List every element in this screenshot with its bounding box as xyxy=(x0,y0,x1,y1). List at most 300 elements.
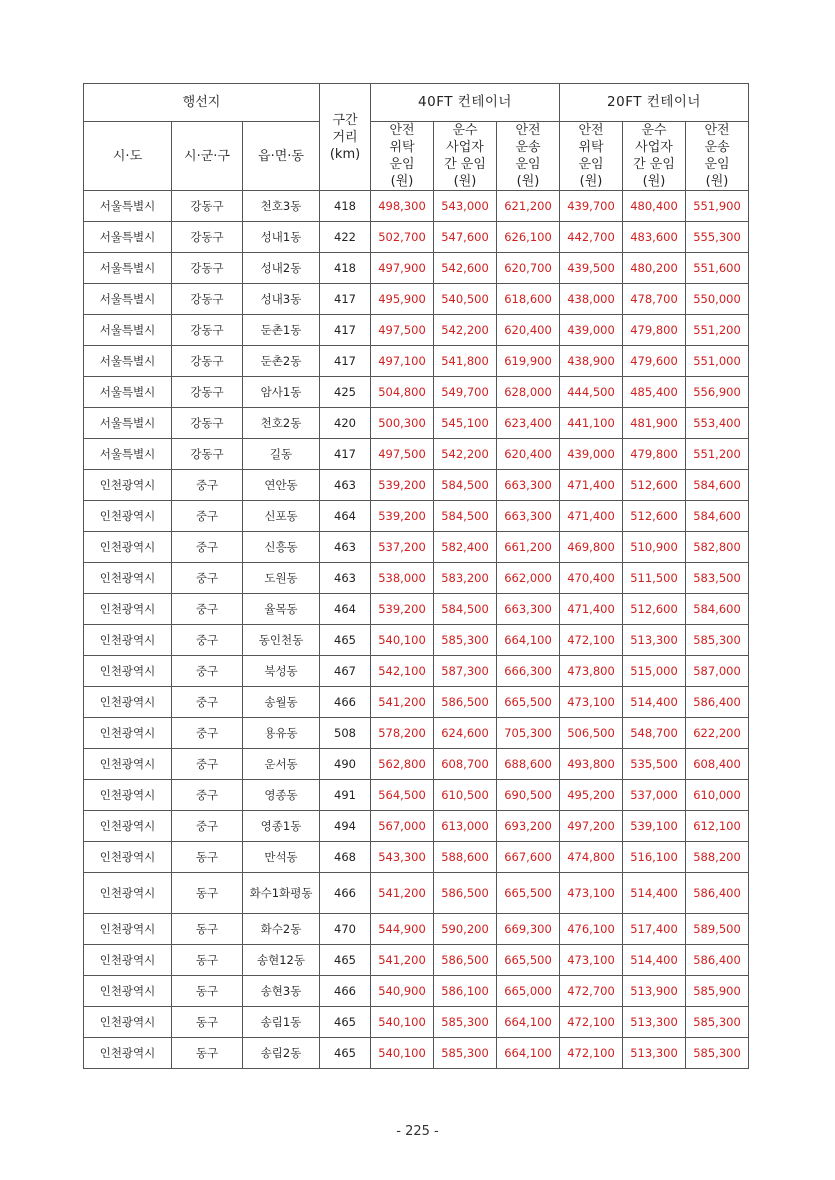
cell-sido: 인천광역시 xyxy=(84,625,172,656)
cell-sigungu: 강동구 xyxy=(172,377,243,408)
cell-40ft-carrier: 547,600 xyxy=(434,222,497,253)
cell-distance: 420 xyxy=(320,408,371,439)
cell-eup-myeon-dong: 도원동 xyxy=(243,563,320,594)
cell-distance: 464 xyxy=(320,501,371,532)
cell-sigungu: 강동구 xyxy=(172,284,243,315)
cell-eup-myeon-dong: 연안동 xyxy=(243,470,320,501)
table-row xyxy=(84,408,749,439)
cell-eup-myeon-dong: 송림2동 xyxy=(243,1038,320,1069)
cell-40ft-safe-transport: 621,200 xyxy=(497,191,560,222)
cell-40ft-carrier: 545,100 xyxy=(434,408,497,439)
cell-20ft-carrier: 548,700 xyxy=(623,718,686,749)
cell-40ft-safe-transport: 620,400 xyxy=(497,439,560,470)
cell-sido: 서울특별시 xyxy=(84,377,172,408)
cell-40ft-safe-consign: 504,800 xyxy=(371,377,434,408)
header-20ft-safe-transport-rate: 안전 운송 운임 (원) xyxy=(686,122,749,191)
cell-sigungu: 동구 xyxy=(172,1038,243,1069)
cell-40ft-safe-consign: 498,300 xyxy=(371,191,434,222)
cell-40ft-carrier: 586,500 xyxy=(434,873,497,914)
cell-40ft-carrier: 583,200 xyxy=(434,563,497,594)
cell-40ft-carrier: 584,500 xyxy=(434,594,497,625)
table-row xyxy=(84,780,749,811)
cell-eup-myeon-dong: 암사1동 xyxy=(243,377,320,408)
cell-20ft-safe-transport: 585,300 xyxy=(686,625,749,656)
cell-40ft-safe-transport: 620,400 xyxy=(497,315,560,346)
cell-20ft-safe-consign: 444,500 xyxy=(560,377,623,408)
cell-40ft-safe-transport: 693,200 xyxy=(497,811,560,842)
cell-20ft-safe-transport: 556,900 xyxy=(686,377,749,408)
freight-rate-table xyxy=(83,83,749,1069)
cell-20ft-safe-consign: 471,400 xyxy=(560,594,623,625)
cell-40ft-carrier: 543,000 xyxy=(434,191,497,222)
cell-sigungu: 동구 xyxy=(172,1007,243,1038)
cell-eup-myeon-dong: 송현3동 xyxy=(243,976,320,1007)
table-row xyxy=(84,191,749,222)
cell-40ft-safe-consign: 495,900 xyxy=(371,284,434,315)
cell-eup-myeon-dong: 북성동 xyxy=(243,656,320,687)
header-sido: 시·도 xyxy=(84,122,172,191)
cell-20ft-carrier: 539,100 xyxy=(623,811,686,842)
cell-40ft-carrier: 585,300 xyxy=(434,1007,497,1038)
cell-20ft-safe-consign: 474,800 xyxy=(560,842,623,873)
cell-40ft-safe-consign: 543,300 xyxy=(371,842,434,873)
cell-20ft-safe-consign: 438,900 xyxy=(560,346,623,377)
page-number: - 225 - xyxy=(396,1124,439,1139)
cell-20ft-safe-transport: 550,000 xyxy=(686,284,749,315)
cell-sido: 서울특별시 xyxy=(84,222,172,253)
cell-eup-myeon-dong: 화수1화평동 xyxy=(243,873,320,914)
cell-20ft-safe-transport: 608,400 xyxy=(686,749,749,780)
cell-20ft-safe-consign: 476,100 xyxy=(560,914,623,945)
cell-sido: 서울특별시 xyxy=(84,346,172,377)
cell-sido: 인천광역시 xyxy=(84,563,172,594)
cell-distance: 468 xyxy=(320,842,371,873)
cell-20ft-safe-consign: 438,000 xyxy=(560,284,623,315)
cell-sigungu: 강동구 xyxy=(172,315,243,346)
cell-40ft-safe-consign: 540,100 xyxy=(371,1038,434,1069)
cell-eup-myeon-dong: 신포동 xyxy=(243,501,320,532)
table-row xyxy=(84,873,749,914)
cell-sigungu: 동구 xyxy=(172,842,243,873)
cell-20ft-carrier: 512,600 xyxy=(623,594,686,625)
cell-40ft-safe-consign: 541,200 xyxy=(371,945,434,976)
cell-20ft-safe-transport: 585,300 xyxy=(686,1038,749,1069)
table-row xyxy=(84,1007,749,1038)
cell-20ft-carrier: 537,000 xyxy=(623,780,686,811)
cell-eup-myeon-dong: 송림1동 xyxy=(243,1007,320,1038)
cell-sido: 인천광역시 xyxy=(84,656,172,687)
cell-40ft-safe-transport: 664,100 xyxy=(497,625,560,656)
cell-sigungu: 중구 xyxy=(172,470,243,501)
cell-eup-myeon-dong: 길동 xyxy=(243,439,320,470)
cell-distance: 508 xyxy=(320,718,371,749)
cell-40ft-safe-transport: 662,000 xyxy=(497,563,560,594)
cell-distance: 418 xyxy=(320,191,371,222)
cell-40ft-safe-consign: 541,200 xyxy=(371,687,434,718)
table-row xyxy=(84,687,749,718)
cell-sido: 인천광역시 xyxy=(84,470,172,501)
cell-20ft-carrier: 517,400 xyxy=(623,914,686,945)
cell-40ft-safe-consign: 497,500 xyxy=(371,439,434,470)
cell-distance: 463 xyxy=(320,470,371,501)
cell-20ft-safe-transport: 622,200 xyxy=(686,718,749,749)
cell-20ft-safe-consign: 469,800 xyxy=(560,532,623,563)
cell-sigungu: 중구 xyxy=(172,656,243,687)
table-row xyxy=(84,315,749,346)
cell-sigungu: 중구 xyxy=(172,594,243,625)
cell-20ft-safe-consign: 439,000 xyxy=(560,439,623,470)
cell-sigungu: 동구 xyxy=(172,914,243,945)
cell-20ft-safe-consign: 472,100 xyxy=(560,1038,623,1069)
cell-eup-myeon-dong: 성내3동 xyxy=(243,284,320,315)
cell-eup-myeon-dong: 영종1동 xyxy=(243,811,320,842)
cell-eup-myeon-dong: 성내2동 xyxy=(243,253,320,284)
cell-distance: 417 xyxy=(320,284,371,315)
table-row xyxy=(84,284,749,315)
cell-20ft-safe-transport: 587,000 xyxy=(686,656,749,687)
table-row xyxy=(84,439,749,470)
cell-eup-myeon-dong: 둔촌2동 xyxy=(243,346,320,377)
table-row xyxy=(84,346,749,377)
cell-eup-myeon-dong: 송월동 xyxy=(243,687,320,718)
cell-20ft-safe-transport: 586,400 xyxy=(686,945,749,976)
cell-20ft-safe-consign: 472,100 xyxy=(560,1007,623,1038)
cell-distance: 465 xyxy=(320,945,371,976)
cell-sigungu: 강동구 xyxy=(172,222,243,253)
cell-sigungu: 중구 xyxy=(172,780,243,811)
cell-sigungu: 중구 xyxy=(172,501,243,532)
cell-40ft-carrier: 584,500 xyxy=(434,501,497,532)
cell-distance: 464 xyxy=(320,594,371,625)
cell-20ft-safe-consign: 472,700 xyxy=(560,976,623,1007)
cell-distance: 463 xyxy=(320,532,371,563)
cell-40ft-safe-consign: 537,200 xyxy=(371,532,434,563)
table-row xyxy=(84,594,749,625)
cell-distance: 463 xyxy=(320,563,371,594)
cell-20ft-safe-transport: 551,200 xyxy=(686,439,749,470)
cell-sido: 서울특별시 xyxy=(84,315,172,346)
cell-sigungu: 강동구 xyxy=(172,346,243,377)
cell-20ft-carrier: 480,200 xyxy=(623,253,686,284)
header-20ft-carrier-rate: 운수 사업자 간 운임 (원) xyxy=(623,122,686,191)
cell-sido: 인천광역시 xyxy=(84,811,172,842)
cell-40ft-safe-consign: 567,000 xyxy=(371,811,434,842)
cell-20ft-safe-consign: 473,100 xyxy=(560,873,623,914)
cell-sigungu: 강동구 xyxy=(172,408,243,439)
cell-distance: 417 xyxy=(320,346,371,377)
cell-eup-myeon-dong: 둔촌1동 xyxy=(243,315,320,346)
cell-40ft-carrier: 542,600 xyxy=(434,253,497,284)
cell-40ft-safe-transport: 628,000 xyxy=(497,377,560,408)
cell-20ft-safe-consign: 473,800 xyxy=(560,656,623,687)
header-20ft-safe-consign-rate: 안전 위탁 운임 (원) xyxy=(560,122,623,191)
cell-40ft-safe-transport: 690,500 xyxy=(497,780,560,811)
cell-sido: 인천광역시 xyxy=(84,780,172,811)
cell-sigungu: 중구 xyxy=(172,563,243,594)
cell-sido: 인천광역시 xyxy=(84,749,172,780)
cell-40ft-safe-transport: 664,100 xyxy=(497,1007,560,1038)
cell-sido: 인천광역시 xyxy=(84,914,172,945)
cell-20ft-safe-transport: 584,600 xyxy=(686,501,749,532)
cell-40ft-carrier: 586,500 xyxy=(434,945,497,976)
cell-20ft-safe-transport: 551,200 xyxy=(686,315,749,346)
cell-distance: 422 xyxy=(320,222,371,253)
cell-sido: 인천광역시 xyxy=(84,501,172,532)
cell-20ft-carrier: 513,300 xyxy=(623,1007,686,1038)
table-row xyxy=(84,625,749,656)
header-eup-myeon-dong: 읍·면·동 xyxy=(243,122,320,191)
cell-40ft-safe-consign: 578,200 xyxy=(371,718,434,749)
cell-distance: 465 xyxy=(320,1038,371,1069)
cell-40ft-safe-transport: 669,300 xyxy=(497,914,560,945)
cell-distance: 466 xyxy=(320,976,371,1007)
cell-eup-myeon-dong: 신흥동 xyxy=(243,532,320,563)
header-20ft-container: 20FT 컨테이너 xyxy=(560,84,749,122)
cell-eup-myeon-dong: 만석동 xyxy=(243,842,320,873)
cell-20ft-safe-consign: 506,500 xyxy=(560,718,623,749)
cell-40ft-safe-consign: 539,200 xyxy=(371,470,434,501)
cell-20ft-carrier: 514,400 xyxy=(623,873,686,914)
cell-40ft-safe-consign: 539,200 xyxy=(371,501,434,532)
cell-distance: 417 xyxy=(320,315,371,346)
cell-sido: 서울특별시 xyxy=(84,284,172,315)
cell-20ft-safe-consign: 439,700 xyxy=(560,191,623,222)
table-row xyxy=(84,749,749,780)
cell-distance: 491 xyxy=(320,780,371,811)
cell-20ft-carrier: 479,600 xyxy=(623,346,686,377)
cell-40ft-safe-consign: 540,900 xyxy=(371,976,434,1007)
cell-eup-myeon-dong: 용유동 xyxy=(243,718,320,749)
cell-eup-myeon-dong: 동인천동 xyxy=(243,625,320,656)
cell-eup-myeon-dong: 성내1동 xyxy=(243,222,320,253)
cell-eup-myeon-dong: 운서동 xyxy=(243,749,320,780)
header-40ft-safe-consign-rate: 안전 위탁 운임 (원) xyxy=(371,122,434,191)
cell-20ft-carrier: 513,900 xyxy=(623,976,686,1007)
cell-20ft-safe-transport: 551,600 xyxy=(686,253,749,284)
cell-20ft-safe-consign: 472,100 xyxy=(560,625,623,656)
cell-sido: 인천광역시 xyxy=(84,945,172,976)
table-row xyxy=(84,718,749,749)
cell-40ft-carrier: 584,500 xyxy=(434,470,497,501)
cell-sido: 인천광역시 xyxy=(84,1038,172,1069)
cell-40ft-carrier: 540,500 xyxy=(434,284,497,315)
cell-20ft-carrier: 512,600 xyxy=(623,470,686,501)
cell-40ft-safe-consign: 502,700 xyxy=(371,222,434,253)
cell-sigungu: 중구 xyxy=(172,532,243,563)
cell-40ft-carrier: 587,300 xyxy=(434,656,497,687)
cell-40ft-safe-consign: 497,900 xyxy=(371,253,434,284)
cell-20ft-safe-transport: 588,200 xyxy=(686,842,749,873)
cell-eup-myeon-dong: 율목동 xyxy=(243,594,320,625)
cell-40ft-safe-transport: 665,500 xyxy=(497,687,560,718)
cell-distance: 425 xyxy=(320,377,371,408)
cell-40ft-safe-transport: 666,300 xyxy=(497,656,560,687)
cell-20ft-carrier: 511,500 xyxy=(623,563,686,594)
header-40ft-container: 40FT 컨테이너 xyxy=(371,84,560,122)
cell-distance: 470 xyxy=(320,914,371,945)
cell-distance: 466 xyxy=(320,687,371,718)
cell-40ft-safe-transport: 665,500 xyxy=(497,873,560,914)
cell-20ft-carrier: 512,600 xyxy=(623,501,686,532)
table-row xyxy=(84,222,749,253)
cell-20ft-safe-consign: 495,200 xyxy=(560,780,623,811)
cell-20ft-safe-transport: 589,500 xyxy=(686,914,749,945)
cell-40ft-safe-transport: 626,100 xyxy=(497,222,560,253)
cell-40ft-safe-consign: 500,300 xyxy=(371,408,434,439)
cell-20ft-safe-transport: 583,500 xyxy=(686,563,749,594)
cell-40ft-carrier: 582,400 xyxy=(434,532,497,563)
cell-40ft-safe-transport: 623,400 xyxy=(497,408,560,439)
cell-sigungu: 중구 xyxy=(172,687,243,718)
cell-40ft-safe-consign: 541,200 xyxy=(371,873,434,914)
cell-sido: 인천광역시 xyxy=(84,594,172,625)
header-40ft-carrier-rate: 운수 사업자 간 운임 (원) xyxy=(434,122,497,191)
table-row xyxy=(84,532,749,563)
table-row xyxy=(84,976,749,1007)
cell-20ft-safe-transport: 551,900 xyxy=(686,191,749,222)
cell-40ft-safe-consign: 497,500 xyxy=(371,315,434,346)
cell-20ft-safe-transport: 582,800 xyxy=(686,532,749,563)
table-row xyxy=(84,656,749,687)
table-row xyxy=(84,563,749,594)
cell-sido: 서울특별시 xyxy=(84,253,172,284)
cell-20ft-carrier: 485,400 xyxy=(623,377,686,408)
cell-eup-myeon-dong: 영종동 xyxy=(243,780,320,811)
cell-40ft-carrier: 542,200 xyxy=(434,315,497,346)
cell-40ft-safe-transport: 667,600 xyxy=(497,842,560,873)
table-row xyxy=(84,501,749,532)
cell-sigungu: 동구 xyxy=(172,976,243,1007)
cell-40ft-safe-consign: 544,900 xyxy=(371,914,434,945)
cell-eup-myeon-dong: 천호3동 xyxy=(243,191,320,222)
cell-20ft-carrier: 513,300 xyxy=(623,625,686,656)
cell-20ft-carrier: 513,300 xyxy=(623,1038,686,1069)
cell-40ft-carrier: 590,200 xyxy=(434,914,497,945)
cell-40ft-carrier: 586,500 xyxy=(434,687,497,718)
cell-20ft-safe-transport: 586,400 xyxy=(686,873,749,914)
cell-40ft-safe-transport: 661,200 xyxy=(497,532,560,563)
cell-40ft-safe-transport: 620,700 xyxy=(497,253,560,284)
cell-40ft-safe-consign: 542,100 xyxy=(371,656,434,687)
cell-40ft-safe-consign: 538,000 xyxy=(371,563,434,594)
cell-40ft-safe-transport: 665,000 xyxy=(497,976,560,1007)
cell-20ft-safe-consign: 442,700 xyxy=(560,222,623,253)
cell-sigungu: 동구 xyxy=(172,945,243,976)
cell-20ft-safe-transport: 551,000 xyxy=(686,346,749,377)
table-row xyxy=(84,470,749,501)
cell-40ft-safe-transport: 663,300 xyxy=(497,594,560,625)
cell-sido: 인천광역시 xyxy=(84,532,172,563)
table-body xyxy=(84,191,749,1069)
table-row xyxy=(84,1038,749,1069)
cell-sigungu: 강동구 xyxy=(172,439,243,470)
cell-sido: 인천광역시 xyxy=(84,718,172,749)
cell-20ft-carrier: 479,800 xyxy=(623,439,686,470)
cell-40ft-carrier: 586,100 xyxy=(434,976,497,1007)
cell-eup-myeon-dong: 송현12동 xyxy=(243,945,320,976)
cell-20ft-safe-transport: 612,100 xyxy=(686,811,749,842)
cell-40ft-carrier: 542,200 xyxy=(434,439,497,470)
cell-20ft-safe-consign: 439,000 xyxy=(560,315,623,346)
cell-40ft-carrier: 541,800 xyxy=(434,346,497,377)
cell-20ft-safe-transport: 584,600 xyxy=(686,594,749,625)
cell-40ft-safe-consign: 540,100 xyxy=(371,625,434,656)
cell-20ft-safe-transport: 555,300 xyxy=(686,222,749,253)
cell-20ft-safe-consign: 470,400 xyxy=(560,563,623,594)
cell-40ft-carrier: 610,500 xyxy=(434,780,497,811)
header-40ft-safe-transport-rate: 안전 운송 운임 (원) xyxy=(497,122,560,191)
cell-40ft-safe-transport: 688,600 xyxy=(497,749,560,780)
cell-20ft-safe-transport: 586,400 xyxy=(686,687,749,718)
cell-sido: 인천광역시 xyxy=(84,873,172,914)
cell-sigungu: 중구 xyxy=(172,749,243,780)
cell-distance: 465 xyxy=(320,625,371,656)
cell-40ft-safe-consign: 540,100 xyxy=(371,1007,434,1038)
cell-sigungu: 중구 xyxy=(172,625,243,656)
cell-20ft-carrier: 483,600 xyxy=(623,222,686,253)
cell-distance: 417 xyxy=(320,439,371,470)
cell-20ft-carrier: 515,000 xyxy=(623,656,686,687)
cell-distance: 494 xyxy=(320,811,371,842)
cell-distance: 465 xyxy=(320,1007,371,1038)
cell-20ft-safe-consign: 471,400 xyxy=(560,470,623,501)
cell-distance: 467 xyxy=(320,656,371,687)
table-row xyxy=(84,842,749,873)
cell-40ft-carrier: 608,700 xyxy=(434,749,497,780)
cell-20ft-safe-consign: 497,200 xyxy=(560,811,623,842)
cell-sido: 인천광역시 xyxy=(84,687,172,718)
cell-20ft-carrier: 510,900 xyxy=(623,532,686,563)
header-destination: 행선지 xyxy=(84,84,320,122)
cell-20ft-carrier: 514,400 xyxy=(623,945,686,976)
cell-40ft-safe-transport: 665,500 xyxy=(497,945,560,976)
table-row xyxy=(84,945,749,976)
cell-40ft-carrier: 613,000 xyxy=(434,811,497,842)
cell-40ft-safe-transport: 664,100 xyxy=(497,1038,560,1069)
table-row xyxy=(84,377,749,408)
cell-20ft-safe-consign: 493,800 xyxy=(560,749,623,780)
table-row xyxy=(84,253,749,284)
cell-40ft-carrier: 585,300 xyxy=(434,1038,497,1069)
cell-40ft-safe-consign: 539,200 xyxy=(371,594,434,625)
cell-40ft-carrier: 624,600 xyxy=(434,718,497,749)
cell-sigungu: 강동구 xyxy=(172,191,243,222)
cell-20ft-carrier: 480,400 xyxy=(623,191,686,222)
cell-distance: 418 xyxy=(320,253,371,284)
cell-20ft-carrier: 478,700 xyxy=(623,284,686,315)
cell-40ft-carrier: 549,700 xyxy=(434,377,497,408)
cell-20ft-carrier: 514,400 xyxy=(623,687,686,718)
cell-40ft-carrier: 585,300 xyxy=(434,625,497,656)
cell-20ft-carrier: 479,800 xyxy=(623,315,686,346)
cell-sido: 인천광역시 xyxy=(84,976,172,1007)
cell-20ft-safe-consign: 441,100 xyxy=(560,408,623,439)
cell-40ft-safe-transport: 619,900 xyxy=(497,346,560,377)
cell-20ft-carrier: 481,900 xyxy=(623,408,686,439)
cell-sigungu: 강동구 xyxy=(172,253,243,284)
cell-20ft-safe-consign: 473,100 xyxy=(560,945,623,976)
cell-sigungu: 중구 xyxy=(172,811,243,842)
cell-40ft-safe-transport: 663,300 xyxy=(497,501,560,532)
cell-20ft-safe-consign: 439,500 xyxy=(560,253,623,284)
cell-40ft-safe-consign: 562,800 xyxy=(371,749,434,780)
cell-20ft-carrier: 535,500 xyxy=(623,749,686,780)
table-row xyxy=(84,811,749,842)
cell-20ft-safe-transport: 610,000 xyxy=(686,780,749,811)
cell-40ft-safe-transport: 705,300 xyxy=(497,718,560,749)
cell-20ft-safe-transport: 585,300 xyxy=(686,1007,749,1038)
cell-eup-myeon-dong: 천호2동 xyxy=(243,408,320,439)
